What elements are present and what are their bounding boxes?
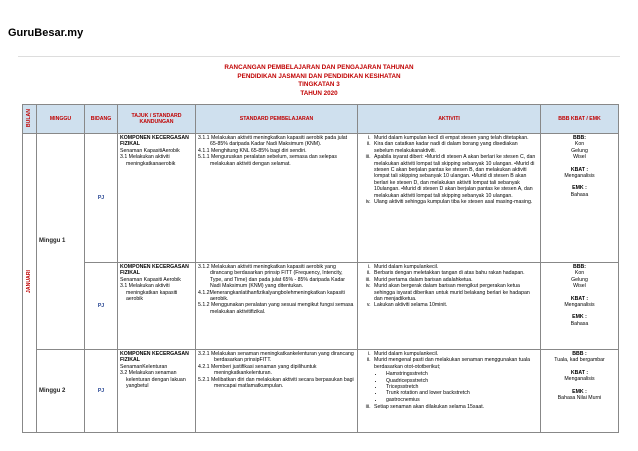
muscle-item: • Quadricepsstretch [384, 378, 538, 384]
activity-item: ii. Berbaris dengan meletakkan tangan di atas bahu rakan hadapan. [372, 270, 538, 276]
col-header-tajuk: TAJUK / STANDARD KANDUNGAN [118, 105, 196, 134]
activity-item: iii. Setiap senaman akan dilakukan selama 15saat. [372, 404, 538, 410]
aktiviti-cell [358, 263, 541, 350]
bbb-label: BBB: [573, 135, 586, 141]
standard-item: 4.1.2Menerangkanlatihanfizikalyangbolehmeningkatkan kapasiti aerobik. [198, 289, 345, 303]
table-row [23, 263, 619, 350]
standard-cell [196, 134, 358, 263]
muscle-item: • Tricepsstretch [384, 384, 538, 390]
bbb-cell [541, 263, 619, 350]
col-header-bidang: BIDANG [85, 105, 118, 134]
emk-value: Bahasa [570, 320, 589, 327]
bbb-label: BBB: [573, 264, 586, 270]
bbb-label: BBB : [572, 351, 587, 357]
activity-item: iv. Murid akan bergerak dalam barisan mengikut pergerakan ketua sehingga isyarat diberikan untuk murid belakang berlari ke hadapan dan menjadiketua. [372, 283, 538, 302]
standard-item: 5.1.2 Menggunakan peralatan yang sesuai mengikut fungsi semasa melakukan aktivitifizikal. [198, 302, 354, 315]
standard-item: 3.1.1 Melakukan aktiviti meningkatkan kapasiti aerobik pada julat 65-85% daripada Kadar Nadi Maksimum (KNM). [198, 135, 348, 148]
col-header-aktiviti: AKTIVITI [358, 105, 541, 134]
kbat-label: KBAT : [570, 295, 589, 302]
bbb-item: Wisel [573, 154, 586, 161]
emk-label: EMK : [572, 388, 587, 395]
week-cell: Minggu 2 [37, 350, 85, 433]
emk-value: Bahasa Nilai Murni [557, 395, 602, 402]
title-line-3: TINGKATAN 3 [298, 81, 340, 89]
bbb-cell [541, 134, 619, 263]
bbb-cell [541, 350, 619, 433]
tajuk-item: 3.1 Melakukan aktiviti meningkatkan kapasiti aerobik [120, 283, 178, 303]
muscle-list [374, 371, 538, 403]
activity-item: i. Murid dalam kumpulankecil. [372, 264, 538, 270]
tajuk-sub: Senaman Kapasiti Aerobik [120, 276, 181, 283]
kbat-label: KBAT : [570, 369, 589, 376]
standard-item: 5.1.1 Menguruskan peralatan sebelum, semasa dan selepas melakukan aktiviti dengan selamat. [198, 154, 337, 167]
kbat-value: Menganalisis [564, 376, 595, 383]
document-title-block [0, 64, 638, 98]
muscle-item: • Hamstringsstretch [384, 371, 538, 377]
emk-value: Bahasa [570, 191, 589, 198]
week-cell: Minggu 1 [37, 134, 85, 350]
activity-item: iv. Ulang aktiviti sehingga kumpulan tiba ke stesen asal masing-masing. [372, 199, 538, 205]
bbb-item: Wisel [573, 283, 586, 290]
bidang-cell: PJ [85, 263, 118, 350]
bbb-item: Gelung [571, 147, 588, 154]
standard-item: 3.2.1 Melakukan senaman meningkatkankelenturan yang dirancang berdasarkan prinsipFITT. [198, 351, 354, 364]
title-line-1: RANCANGAN PEMBELAJARAN DAN PENGAJARAN TAHUNAN [224, 64, 414, 71]
col-header-minggu: MINGGU [37, 105, 85, 134]
bbb-item: Kon [574, 270, 585, 277]
rpt-table [22, 104, 619, 433]
activity-item: i. Murid dalam kumpulan kecil di empat stesen yang telah ditetapkan. [372, 135, 538, 141]
emk-label: EMK : [572, 185, 587, 192]
tajuk-item: 3.2 Melakukan senaman kelenturan dengan lakuan yangbetul [120, 370, 186, 390]
bbb-item: Kon [574, 141, 585, 148]
standard-cell [196, 263, 358, 350]
aktiviti-cell [358, 350, 541, 433]
activity-item: iii. Murid pertama dalam barisan adalahketua. [372, 277, 538, 283]
standard-item: 3.1.2 Melakukan aktiviti meningkatkan kapasiti aerobik yang dirancang berdasarkan prinsip FITT (Frequency, Intencity, Type, and Time) dan pada julat 65% - 85% daripada Kadar Nadi Maksimum (KNM) yang ditentukan. [198, 264, 345, 290]
standard-item: 5.2.1 Melibatkan diri dan melakukan aktiviti secara berpasukan bagi mencapai matlamatkumpulan. [198, 376, 354, 390]
muscle-item: • gastrocnemius [384, 397, 538, 403]
title-line-4: TAHUN 2020 [300, 89, 338, 97]
standard-item: 4.2.1 Memberi justifikasi senaman yang dipilihuntuk meningkatkankelenturan. [198, 363, 317, 377]
standard-cell [196, 350, 358, 433]
activity-item: iii. Apabila isyarat diberi: •Murid di stesen A akan berlari ke stesen C, dan melakukan aktiviti lompat tali skipping sebanyak 10 ulangan. •Murid di stesen C akan berjalan pantas ke stesen B, dan melakukan aktiviti lompat tali skipping sebanyak 10 ulangan. •Murid di stesen B akan berlari ke stesen D, dan melakukan aktiviti lompat tali sebanyak 10ulangan. •Murid di stesen D akan berjalan pantas ke stesen A, dan melakukan aktiviti lompat tali skipping sebanyak 10 ulangan. [372, 154, 538, 199]
kbat-label: KBAT : [570, 166, 589, 173]
site-brand: GuruBesar.my [8, 27, 84, 39]
activity-item-text: Murid mengenal pasti dan melakukan senaman menggunakan tuala berdasarkan otot-ototberikut; [374, 357, 531, 370]
table-row [23, 134, 619, 263]
title-line-2: PENDIDIKAN JASMANI DAN PENDIDIKAN KESIHATAN [237, 72, 401, 80]
bbb-item: Gelung [571, 276, 588, 283]
tajuk-sub: SenamanKelenturan [120, 363, 168, 370]
standard-item: 4.1.1 Menghitung KNL 65-85% bagi diri sendiri. [198, 147, 307, 154]
col-header-bbb: BBB KBAT / EMK [541, 105, 619, 134]
tajuk-cell [118, 350, 196, 433]
month-cell: JANUARI [23, 134, 37, 433]
kbat-value: Menganalisis [564, 302, 595, 309]
komponen-title: KOMPONEN KECERGASAN FIZIKAL [120, 351, 189, 364]
bbb-item: Tuala, kad bergambar [554, 357, 605, 364]
table-row [23, 350, 619, 433]
activity-item: v. Lakukan aktiviti selama 10minit. [372, 302, 538, 308]
bidang-cell: PJ [85, 134, 118, 263]
activity-item: ii. Kira dan catatkan kadar nadi di dalam borang yang disediakan sebelum melakukanaktiviti. [372, 141, 538, 154]
col-header-bulan: BULAN [23, 105, 37, 134]
tajuk-item: 3.1 Melakukan aktiviti meningkatkanaerobik [120, 154, 176, 167]
bidang-cell: PJ [85, 350, 118, 433]
emk-label: EMK : [572, 314, 587, 321]
tajuk-sub: Senaman KapasitiAerobik [120, 147, 180, 154]
activity-item [372, 357, 538, 403]
table-header-row [23, 105, 619, 134]
aktiviti-cell [358, 134, 541, 263]
tajuk-cell [118, 263, 196, 350]
tajuk-cell [118, 134, 196, 263]
muscle-item: • Trunk rotation and lower backstretch [384, 390, 538, 396]
komponen-title: KOMPONEN KECERGASAN FIZIKAL [120, 135, 189, 148]
activity-item: i. Murid dalam kumpulankecil. [372, 351, 538, 357]
col-header-standard: STANDARD PEMBELAJARAN [196, 105, 358, 134]
header-divider [18, 56, 620, 57]
kbat-value: Menganalisis [564, 173, 595, 180]
komponen-title: KOMPONEN KECERGASAN FIZIKAL [120, 264, 189, 277]
